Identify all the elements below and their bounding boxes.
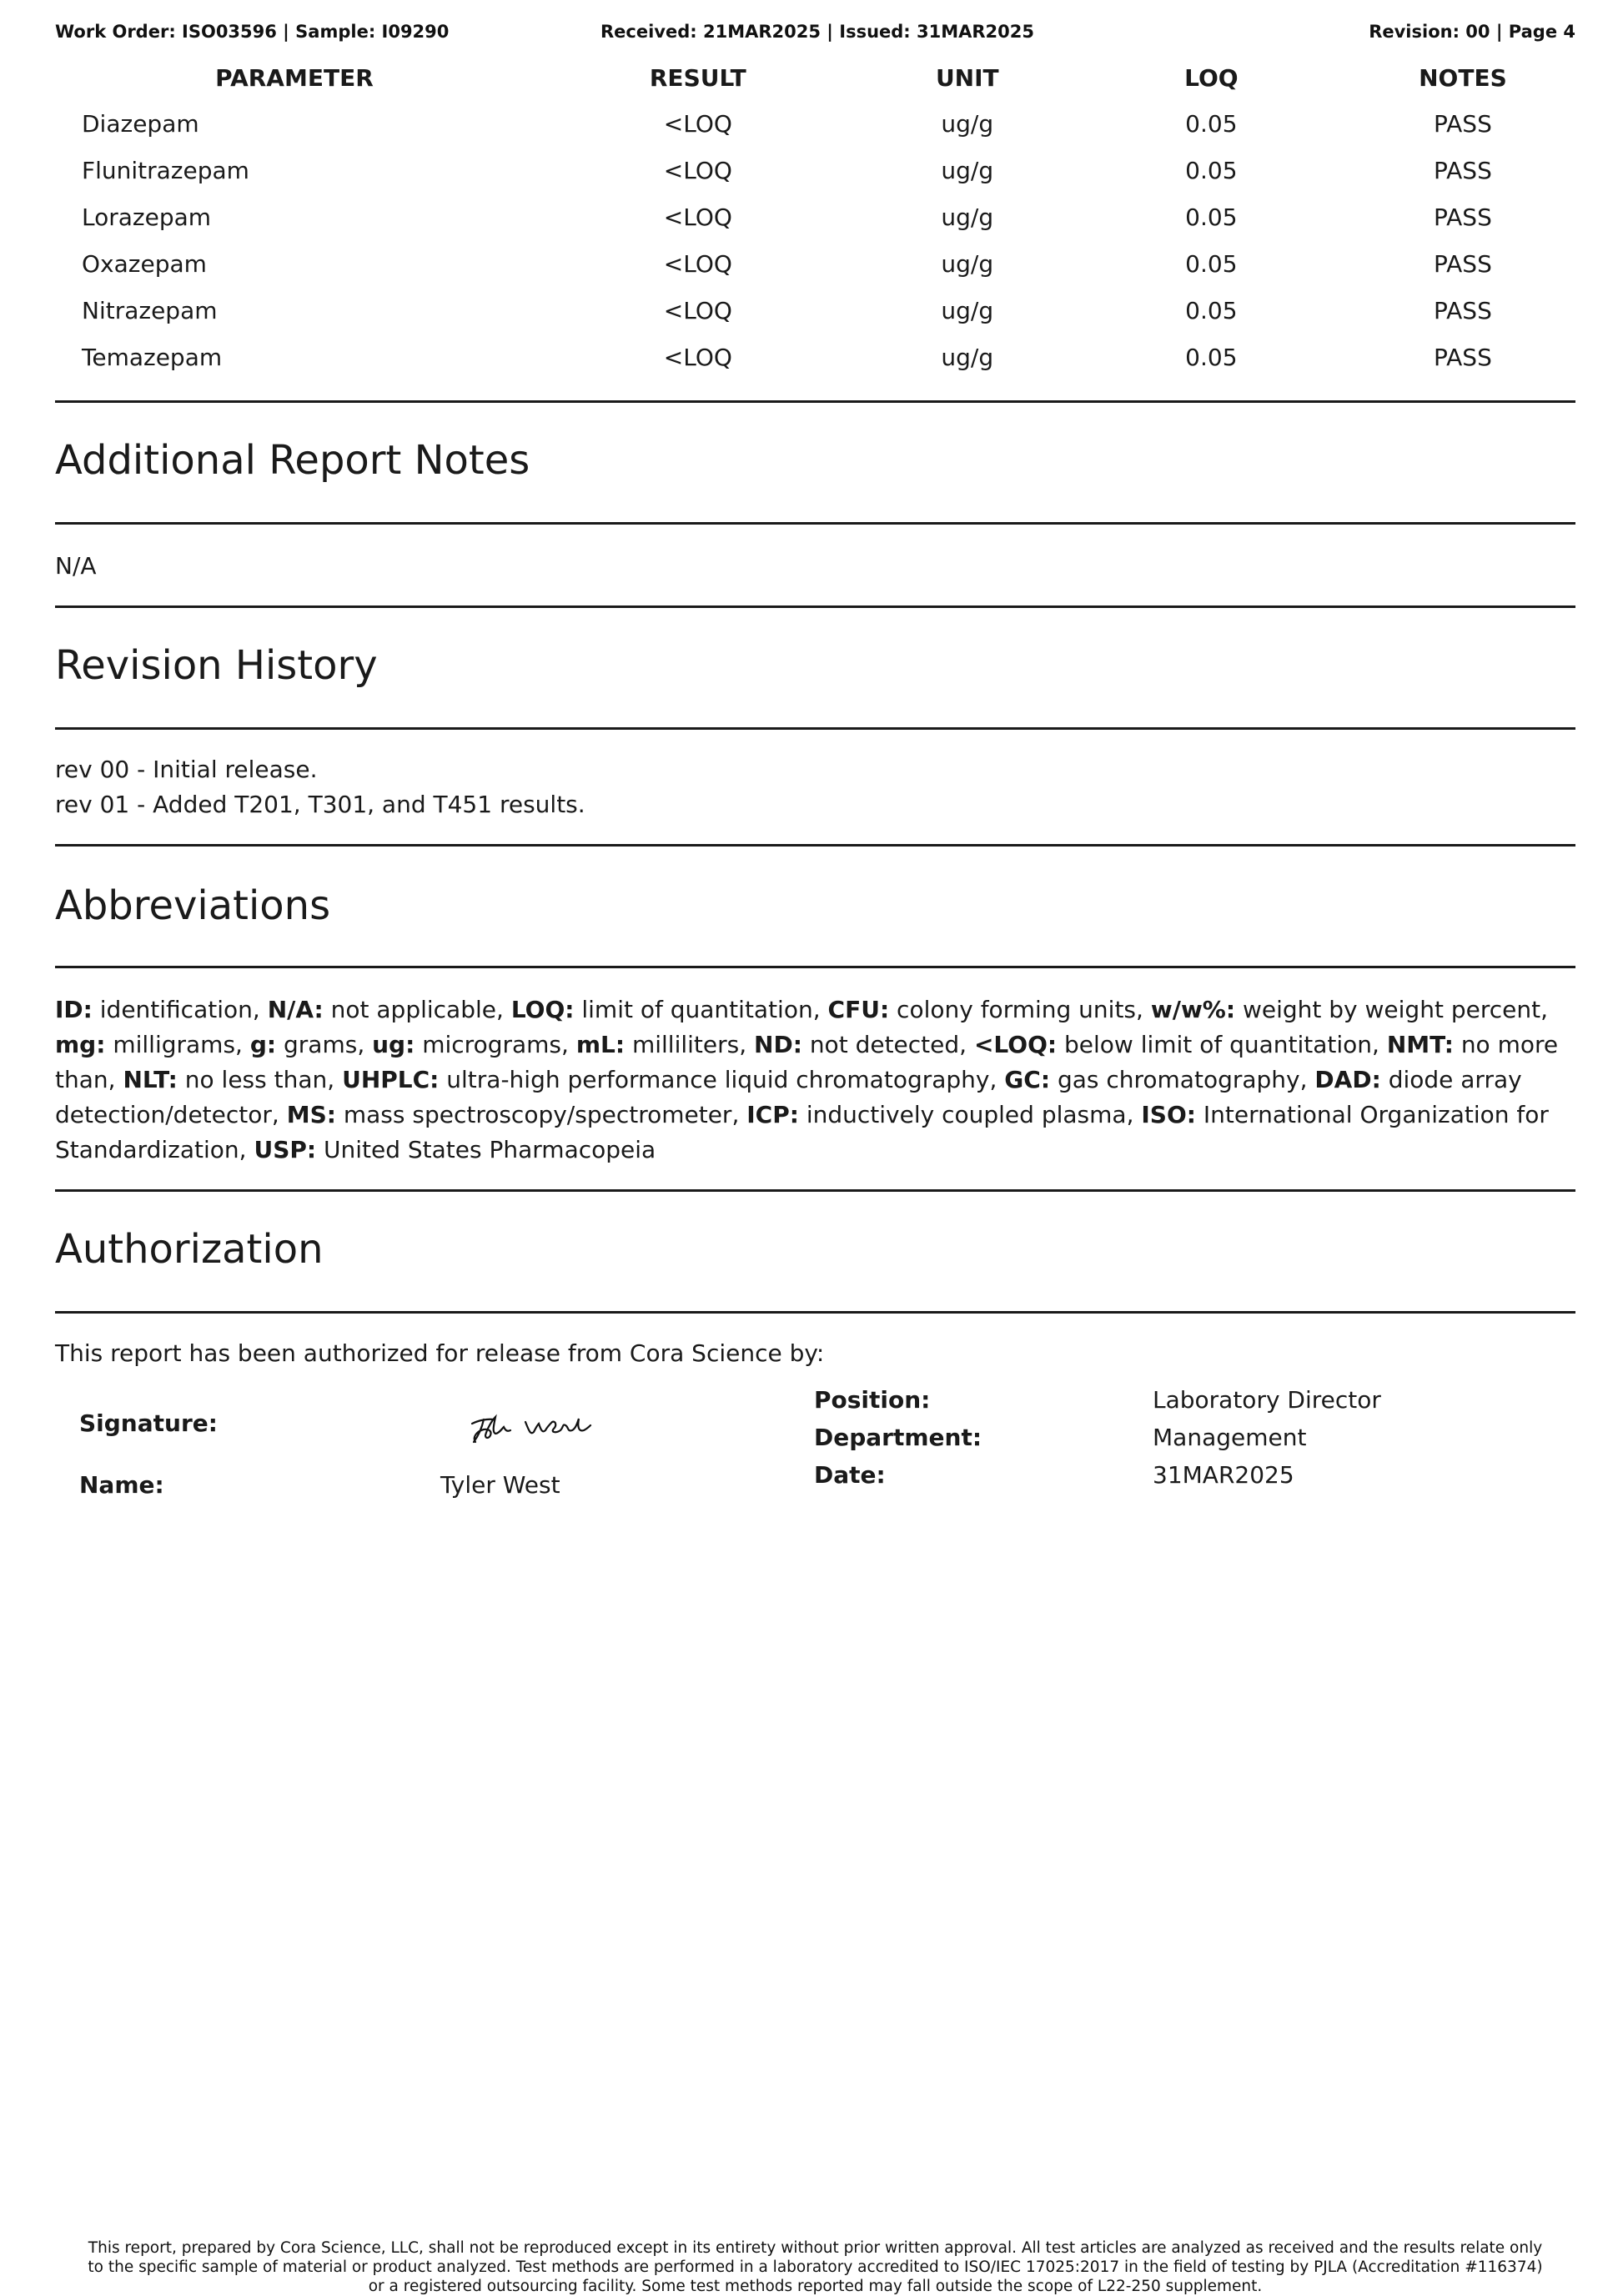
abbr-term: CFU: [827,996,890,1023]
cell-unit: ug/g [941,296,994,324]
abbr-def: International Organization for Standardization [55,1101,1549,1163]
abbr-def: not detected [809,1031,960,1058]
cell-result: <LOQ [663,296,732,324]
revision-line-0: rev 00 - Initial release. [55,756,318,783]
abbr-term: g: [249,1031,277,1058]
table-row [55,240,1575,287]
header-work-order: Work Order: ISO03596 | Sample: I09290 [55,22,450,42]
abbr-term: ICP: [746,1101,799,1128]
table-row [55,147,1575,193]
header-dates: Received: 21MAR2025 | Issued: 31MAR2025 [600,22,1034,42]
notes-title: Additional Report Notes [55,437,530,484]
cell-parameter: Diazepam [82,109,199,138]
cell-parameter: Oxazepam [82,249,207,278]
col-header-unit: UNIT [935,63,999,92]
date-label: Date: [814,1461,886,1489]
header-revision-page: Revision: 00 | Page 4 [1369,22,1575,42]
cell-parameter: Nitrazepam [82,296,218,324]
abbr-term: mg: [55,1031,106,1058]
cell-parameter: Flunitrazepam [82,156,249,184]
abbr-def: below limit of quantitation [1063,1031,1373,1058]
position-label: Position: [814,1386,931,1414]
cell-notes: PASS [1434,343,1492,371]
abbr-def: identification [99,996,253,1023]
abbr-term: w/w%: [1150,996,1236,1023]
table-row [55,334,1575,380]
footer-line: to the specific sample of material or product analyzed. Test methods are performed in a laboratory accredited to ISO/IEC 17025:2017 in the field of testing by PJLA (Accreditation #116374) [88,2258,1543,2276]
abbr-def: not applicable [330,996,496,1023]
cell-result: <LOQ [663,156,732,184]
abbr-term: USP: [254,1136,317,1163]
signature-image [464,1404,597,1449]
cell-unit: ug/g [941,343,994,371]
abbreviations-title: Abbreviations [55,882,331,929]
section-divider [55,966,1575,968]
abbr-term: ug: [372,1031,415,1058]
cell-result: <LOQ [663,203,732,231]
col-header-loq: LOQ [1184,63,1239,92]
results-header-row [55,55,1575,100]
abbr-def: micrograms [422,1031,562,1058]
col-header-result: RESULT [649,63,746,92]
cell-unit: ug/g [941,249,994,278]
authorization-intro: This report has been authorized for release from Cora Science by: [55,1339,825,1367]
cell-loq: 0.05 [1185,296,1238,324]
cell-result: <LOQ [663,109,732,138]
abbr-def: weight by weight percent [1242,996,1541,1023]
position-value: Laboratory Director [1153,1386,1381,1414]
date-value: 31MAR2025 [1153,1461,1294,1489]
cell-notes: PASS [1434,156,1492,184]
col-header-parameter: PARAMETER [215,63,374,92]
abbr-def: limit of quantitation [581,996,813,1023]
name-label: Name: [79,1471,164,1499]
abbr-def: milligrams [113,1031,236,1058]
signature-label: Signature: [79,1409,218,1437]
footer-line: This report, prepared by Cora Science, LLC, shall not be reproduced except in its entirety without prior written approval. All test articles are analyzed as received and the results relate only [88,2239,1543,2257]
abbr-def: United States Pharmacopeia [324,1136,656,1163]
cell-loq: 0.05 [1185,343,1238,371]
abbr-term: ISO: [1141,1101,1196,1128]
results-table [55,55,1575,380]
section-divider [55,605,1575,608]
cell-notes: PASS [1434,249,1492,278]
section-divider [55,1189,1575,1192]
report-footer [55,2238,1575,2296]
cell-result: <LOQ [663,343,732,371]
cell-loq: 0.05 [1185,156,1238,184]
abbr-term: ID: [55,996,93,1023]
abbr-term: mL: [575,1031,626,1058]
cell-unit: ug/g [941,203,994,231]
department-label: Department: [814,1424,982,1451]
cell-result: <LOQ [663,249,732,278]
cell-parameter: Temazepam [82,343,223,371]
abbr-term: N/A: [267,996,324,1023]
abbr-def: colony forming units [897,996,1137,1023]
abbr-def: no less than [184,1066,328,1093]
abbr-term: NLT: [123,1066,178,1093]
abbr-def: ultra-high performance liquid chromatography [446,1066,990,1093]
abbreviations-text: ID: identification, N/A: not applicable, LOQ: limit of quantitation, CFU: colony forming units, w/w%: weight by weight percent, mg: milligrams, g: grams, ug: micrograms, mL: milliliters, ND: not detected, <LOQ: below limit of quantitation, NMT: no more than, NLT: no less than, UHPLC: ultra-high performance liquid chromatography, GC: gas chromatography, DAD: diode array detection/detector, MS: mass spectroscopy/spectrometer, ICP: inductively coupled plasma, ISO: International Organization for Standardization, USP: United States Pharmacopeia [55,996,1559,1163]
abbr-def: no more than [55,1031,1559,1093]
abbr-term: DAD: [1314,1066,1381,1093]
cell-loq: 0.05 [1185,109,1238,138]
revision-title: Revision History [55,642,378,689]
authorization-title: Authorization [55,1226,324,1273]
abbr-term: UHPLC: [342,1066,440,1093]
section-divider [55,522,1575,525]
abbr-term: GC: [1004,1066,1051,1093]
abbr-term: ND: [754,1031,802,1058]
section-divider [55,400,1575,403]
report-page [55,0,1575,2294]
cell-unit: ug/g [941,156,994,184]
abbr-def: diode array detection/detector [55,1066,1522,1128]
cell-unit: ug/g [941,109,994,138]
table-row [55,193,1575,240]
cell-notes: PASS [1434,296,1492,324]
name-value: Tyler West [440,1471,560,1499]
cell-loq: 0.05 [1185,249,1238,278]
abbr-def: inductively coupled plasma [806,1101,1127,1128]
abbr-term: <LOQ: [973,1031,1058,1058]
table-row [55,287,1575,334]
abbr-def: mass spectroscopy/spectrometer [343,1101,732,1128]
footer-line: or a registered outsourcing facility. Some test methods reported may fall outside the scope of L22-250 supplement. [368,2278,1263,2295]
cell-parameter: Lorazepam [82,203,212,231]
report-header [55,22,1575,47]
cell-notes: PASS [1434,109,1492,138]
col-header-notes: NOTES [1419,63,1507,92]
table-row [55,100,1575,147]
notes-text: N/A [55,552,97,580]
revision-line-1: rev 01 - Added T201, T301, and T451 results. [55,791,585,818]
cell-loq: 0.05 [1185,203,1238,231]
section-divider [55,844,1575,847]
section-divider [55,727,1575,730]
abbr-def: gas chromatography [1057,1066,1300,1093]
abbr-term: MS: [286,1101,336,1128]
department-value: Management [1153,1424,1307,1451]
abbr-def: grams [284,1031,358,1058]
abbr-def: milliliters [631,1031,740,1058]
section-divider [55,1311,1575,1314]
abbr-term: NMT: [1386,1031,1454,1058]
abbr-term: LOQ: [510,996,575,1023]
cell-notes: PASS [1434,203,1492,231]
